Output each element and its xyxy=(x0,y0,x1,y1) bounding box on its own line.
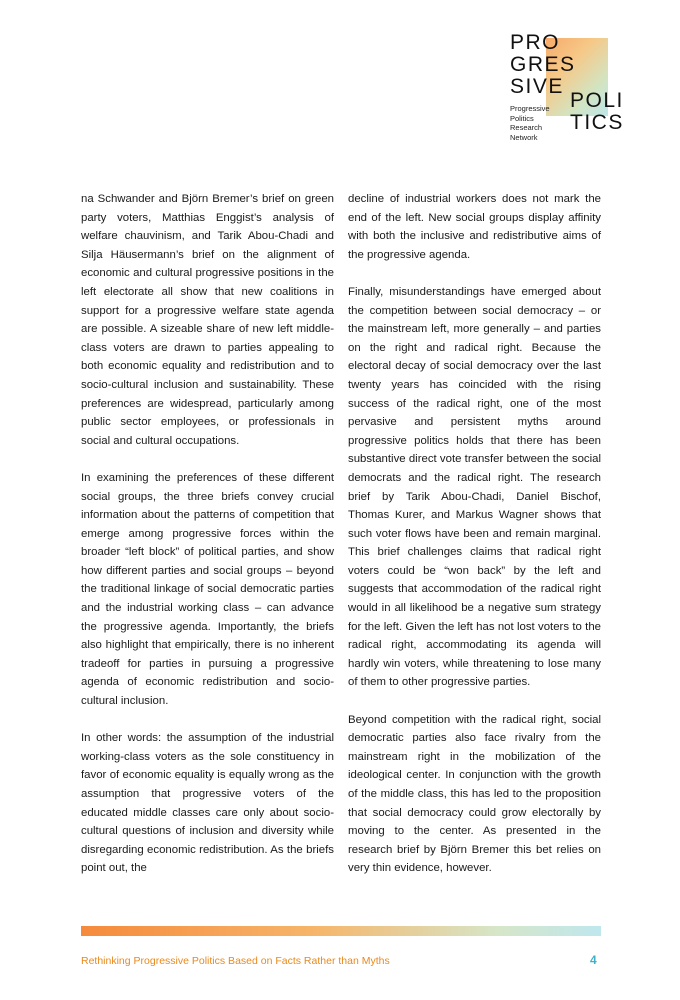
paragraph: In examining the preferences of these different social groups, the three briefs convey crucial information about the patterns of competition that emerge among progressive forces within the broader “left block” of political parties, and show how different parties and social groups – beyond the traditional linkage of social democratic parties and the industrial working class – can advance the progressive agenda. Importantly, the briefs also highlight that empirically, there is no inherent tradeoff for parties in pursuing a progressive agenda of economic redistribution and socio-cultural inclusion. xyxy=(81,471,334,708)
logo-word-sive: SIVE xyxy=(510,75,564,98)
logo-sub-line: Network xyxy=(510,132,538,142)
paragraph: Beyond competition with the radical right, social democratic parties also face rivalry from the mainstream right in the mobilization of the ideological center. In conjunction with the growth of the middle class, this has led to the proposition that social democracy could grow electorally by moving to the center. As presented in the research brief by Björn Bremer this bet relies on very thin evidence, however. xyxy=(348,713,601,875)
left-text-column xyxy=(81,190,334,897)
paragraph: Finally, misunderstandings have emerged about the competition between social democracy – or the mainstream left, more generally – and parties on the right and radical right. Because the electoral decay of social democracy over the last twenty years has coincided with the rising success of the radical right, one of the most pervasive and persistent myths around progressive politics holds that there has been substantive direct vote transfer between the social democrats and the radical right. The research brief by Tarik Abou-Chadi, Daniel Bischof, Thomas Kurer, and Markus Wagner shows that such voter flows have been and remain marginal. This brief challenges claims that radical right voters could be “won back” by the left and suggests that accommodation of the radical right would in all likelihood be a negative sum strategy for the left. Given the left has not lost voters to the radical right, accommodating its agenda will hardly win voters, while threatening to lose many of them to other progressive parties. xyxy=(348,285,601,689)
logo-word-pro: PRO xyxy=(510,31,561,54)
footer-title: Rethinking Progressive Politics Based on Facts Rather than Myths xyxy=(81,955,390,967)
paragraph: decline of industrial workers does not mark the end of the left. New social groups display affinity with both the inclusive and redistributive aims of the progressive agenda. xyxy=(348,193,601,261)
logo-sub-line: Progressive xyxy=(510,104,550,113)
paragraph: na Schwander and Björn Bremer’s brief on green party voters, Matthias Enggist’s analysis of welfare chauvinism, and Tarik Abou-Chadi and Silja Häusermann’s brief on the alignment of economic and cultural progressive positions in the left electorate all show that new coalitions in support for a progressive welfare state agenda are possible. A sizeable share of new left middle-class voters are drawn to parties appealing to both economic equality and redistribution and to socio-cultural inclusion and sustainability. These preferences are widespread, particularly among public sector employees, or professionals in social and cultural occupations. xyxy=(81,193,334,447)
page-number: 4 xyxy=(590,953,597,967)
logo-word-poli: POLI xyxy=(570,89,624,112)
logo-word-tics: TICS xyxy=(570,111,624,134)
right-text-column xyxy=(348,190,601,897)
logo-sub-line: Research xyxy=(510,123,543,132)
progressive-politics-logo xyxy=(506,28,646,158)
footer-gradient-bar xyxy=(81,926,601,936)
logo-subtitle xyxy=(510,104,570,142)
paragraph: In other words: the assumption of the industrial working-class voters as the sole constituency in favor of economic equality is equally wrong as the assumption that progressive voters of the educated middle classes care only about socio-cultural questions of inclusion and diversity while disregarding economic redistribution. As the briefs point out, the xyxy=(81,732,334,875)
logo-sub-line: Politics xyxy=(510,113,534,123)
logo-word-gres: GRES xyxy=(510,53,576,76)
